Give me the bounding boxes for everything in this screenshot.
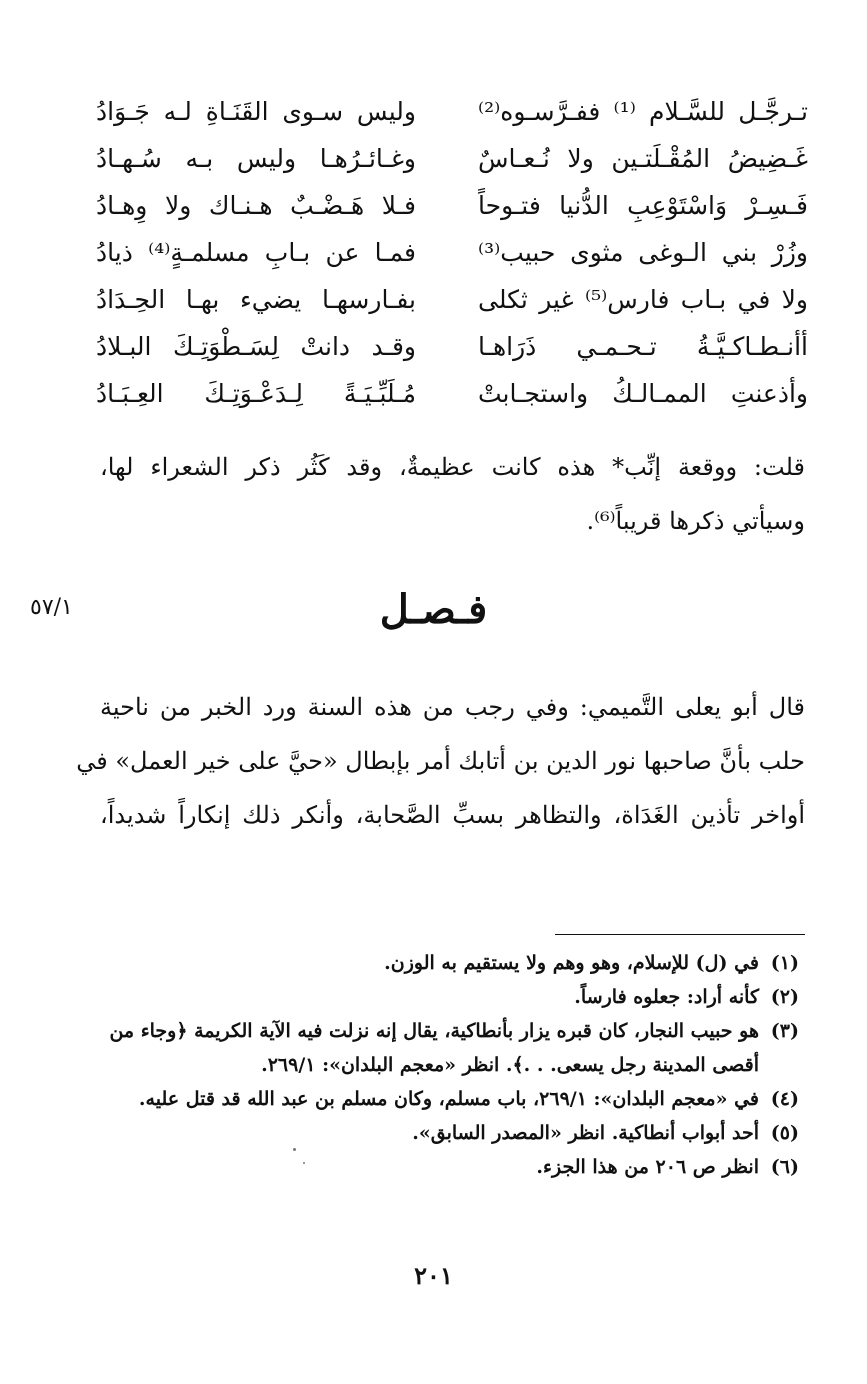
footnote: [67, 1116, 799, 1150]
body-line: قال أبو يعلى التَّميمي: وفي رجب من هذه السنة ورد الخبر من ناحية: [100, 693, 805, 721]
print-speck: [293, 1148, 296, 1151]
verse-line: [96, 229, 808, 276]
footnotes: [67, 946, 799, 1184]
footnote-text-continued: أقصى المدينة رجل يسعى. . .﴾. انظر «معجم البلدان»: ٢٦٩/١.: [261, 1054, 759, 1076]
verse-line: [96, 370, 808, 417]
footnote: [67, 980, 799, 1014]
verse-first-hemistich: فَـسِـرْ وَاسْتَوْعِبِ الدُّنيا فتـوحاً: [478, 191, 808, 220]
verse-first-hemistich: وأذعنتِ الممـالـكُ واستجـابتْ: [478, 379, 808, 408]
verse-line: [96, 135, 808, 182]
footnote-number: (٤): [770, 1088, 799, 1110]
verse-first-hemistich: غَـضِيضُ المُقْـلَتـين ولا نُـعـاسٌ: [478, 144, 808, 173]
verse-second-hemistich: فمـا عن بـابِ مسلمـةٍ⁽⁴⁾ ذيادُ: [96, 238, 417, 267]
verse-first-hemistich: وزُرْ بني الـوغى مثوى حبيب⁽³⁾: [478, 238, 808, 267]
page-number: ٢٠١: [414, 1261, 453, 1290]
verse-first-hemistich: تـرجَّـل للسَّـلام ⁽¹⁾ ففـرَّسـوه⁽²⁾: [478, 97, 808, 126]
footnote-text: في «معجم البلدان»: ٢٦٩/١، باب مسلم، وكان مسلم بن عبد الله قد قتل عليه.: [138, 1088, 759, 1110]
footnote-text: انظر ص ٢٠٦ من هذا الجزء.: [536, 1156, 759, 1178]
footnote-number: (٢): [770, 986, 799, 1008]
footnote: [67, 1014, 799, 1082]
footnote-text-block: [67, 1014, 759, 1082]
verse-second-hemistich: بفـارسهـا يضيء بهـا الحِـدَادُ: [96, 285, 416, 314]
footnote-number: (٣): [770, 1020, 799, 1042]
verse-second-hemistich: فـلا هَـضْـبٌ هـنـاك ولا وِهـادُ: [96, 191, 416, 220]
verse-line: [96, 88, 808, 135]
footnote-text: كأنه أراد: جعلوه فارساً.: [574, 986, 759, 1008]
verse-line: [96, 323, 808, 370]
verse-second-hemistich: وغـائـرُهـا وليس بـه سُـهـادُ: [96, 144, 416, 173]
footnote-text: هو حبيب النجار، كان قبره يزار بأنطاكية، يقال إنه نزلت فيه الآية الكريمة ﴿وجاء من: [109, 1020, 759, 1042]
footnote: [67, 1150, 799, 1184]
verse-first-hemistich: أأنـطـاكـيَّـةُ تـحـمـي ذَرَاهـا: [478, 332, 808, 361]
footnote-number: (١): [770, 952, 799, 974]
footnote-number: (٦): [770, 1156, 799, 1178]
margin-reference: ٥٧/١: [30, 595, 73, 620]
footnote-text: في (ل) للإسلام، وهو وهم ولا يستقيم به الوزن.: [384, 952, 759, 974]
verse-line: [96, 182, 808, 229]
comment-line: وسيأتي ذكرها قريباً⁽⁶⁾.: [586, 507, 805, 535]
verse-second-hemistich: وقـد دانتْ لِسَـطْوَتِـكَ البـلادُ: [96, 332, 416, 361]
footnote-separator: [555, 934, 805, 935]
poem-verses: [96, 88, 808, 417]
verse-line: [96, 276, 808, 323]
print-speck: [303, 1162, 305, 1164]
footnote: [67, 1082, 799, 1116]
verse-second-hemistich: مُـلَبِّـيَـةً لِـدَعْـوَتِـكَ العِـبَـادُ: [96, 379, 416, 408]
comment-line: قلت: ووقعة إنِّب* هذه كانت عظيمةٌ، وقد كَثُر ذكر الشعراء لها،: [100, 453, 805, 481]
footnote-text: أحد أبواب أنطاكية. انظر «المصدر السابق».: [412, 1122, 759, 1144]
section-heading: [0, 580, 867, 640]
author-comment: [100, 440, 805, 548]
footnote: [67, 946, 799, 980]
footnote-number: (٥): [770, 1122, 799, 1144]
body-line: أواخر تأذين الغَدَاة، والتظاهر بسبِّ الصَّحابة، وأنكر ذلك إنكاراً شديداً،: [100, 801, 805, 829]
verse-second-hemistich: وليس سـوى القَنَـاةِ لـه جَـوَادُ: [96, 97, 416, 126]
verse-first-hemistich: ولا في بـاب فارس⁽⁵⁾ غير ثكلى: [478, 285, 808, 314]
body-paragraph: [76, 680, 805, 842]
section-heading-text: فـصـل: [379, 586, 488, 633]
body-line: حلب بأنَّ صاحبها نور الدين بن أتابك أمر بإبطال «حيَّ على خير العمل» في: [76, 747, 805, 775]
